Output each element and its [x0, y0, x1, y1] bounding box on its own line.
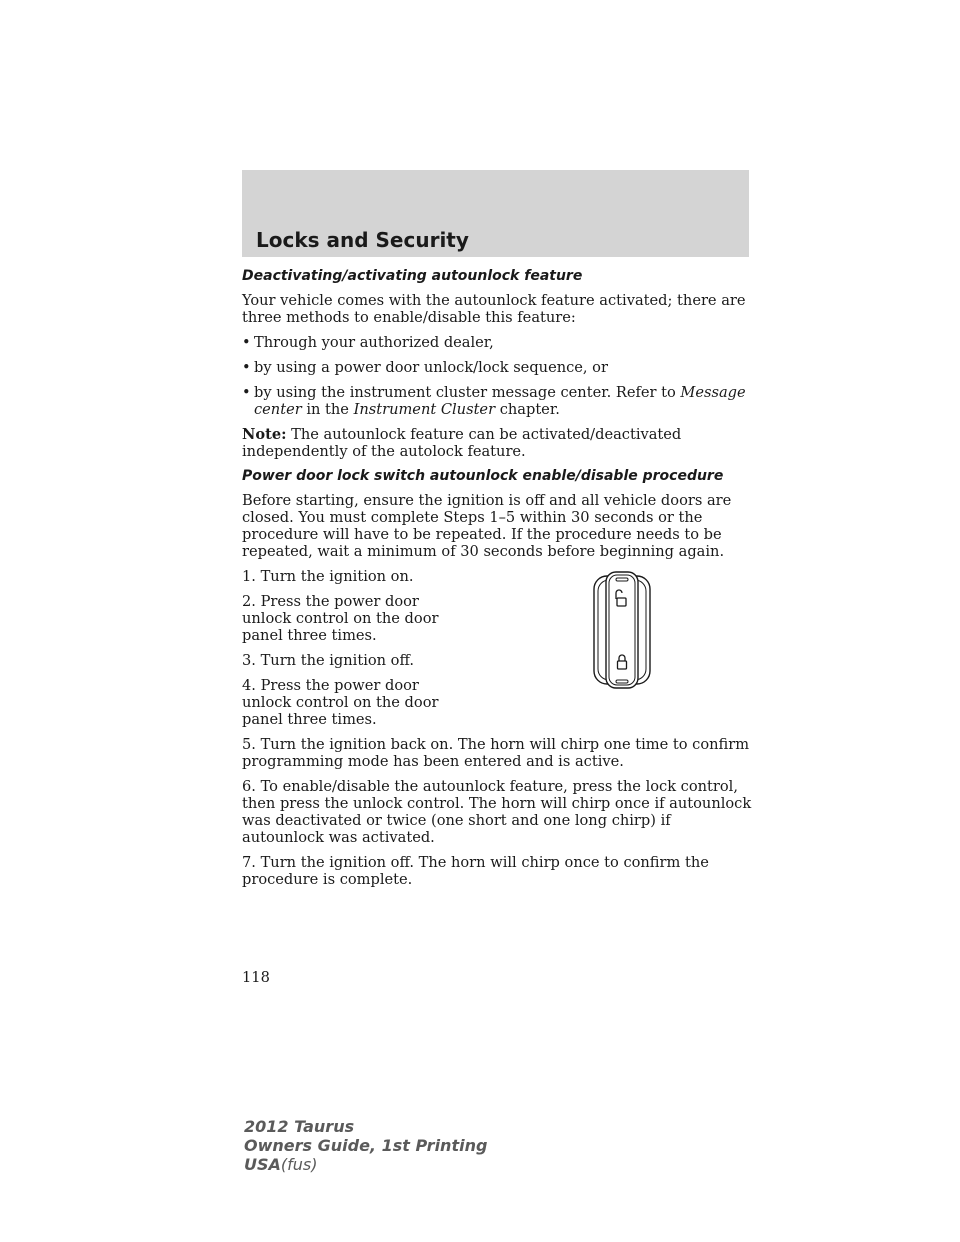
steps-with-illustration [242, 568, 754, 728]
footer-region: USA [244, 1155, 281, 1174]
step-2: 2. Press the power door unlock control on the door panel three times. [242, 593, 439, 644]
footer-line-3 [244, 1155, 487, 1174]
page-number: 118 [242, 969, 270, 986]
bullet-marker: • [242, 359, 251, 376]
bullet-item [242, 384, 754, 418]
bullet-item [242, 334, 754, 351]
section1-heading: Deactivating/activating autounlock feature [242, 268, 583, 284]
page-content [242, 268, 754, 896]
step-1: 1. Turn the ignition on. [242, 568, 414, 585]
step-7: 7. Turn the ignition off. The horn will chirp once to confirm the procedure is complete. [242, 854, 709, 888]
section2-intro: Before starting, ensure the ignition is off and all vehicle doors are closed. You must complete Steps 1–5 within 30 seconds or the procedure will have to be repeated. If the procedure needs to be repeated, wait a minimum of 30 seconds before beginning again. [242, 492, 732, 560]
footer-region-code: (fus) [280, 1155, 318, 1174]
step-3: 3. Turn the ignition off. [242, 652, 414, 669]
bullet-marker: • [242, 334, 251, 351]
bullet-text-mid: in the [306, 401, 349, 418]
footer-line-1: 2012 Taurus [244, 1117, 355, 1136]
section-title: Locks and Security [256, 228, 469, 252]
section2-heading: Power door lock switch autounlock enable/disable procedure [242, 468, 724, 484]
bullet-text [254, 384, 754, 418]
document-footer [244, 1117, 487, 1174]
bullet-item [242, 359, 754, 376]
note-text: The autounlock feature can be activated/deactivated independently of the autolock feature. [242, 426, 682, 460]
bullet-text: by using a power door unlock/lock sequence, or [254, 359, 608, 376]
note-paragraph [242, 426, 754, 460]
step-4: 4. Press the power door unlock control on the door panel three times. [242, 677, 439, 728]
cross-reference-instrument-cluster: Instrument Cluster [353, 401, 496, 418]
bullet-text: Through your authorized dealer, [254, 334, 494, 351]
door-lock-switch-illustration [592, 570, 652, 690]
bullet-marker: • [242, 384, 251, 401]
note-label: Note: [242, 426, 287, 443]
bullet-text-before: by using the instrument cluster message center. Refer to [254, 384, 676, 401]
step-5: 5. Turn the ignition back on. The horn will chirp one time to confirm programming mode has been entered and is active. [242, 736, 750, 770]
footer-line-2: Owners Guide, 1st Printing [244, 1136, 488, 1155]
step-6: 6. To enable/disable the autounlock feature, press the lock control, then press the unlock control. The horn will chirp once if autounlock was deactivated or twice (one short and one long chirp) if autounlock was activated. [242, 778, 752, 846]
cross-reference-message-center: Message center [254, 384, 746, 418]
bullet-text-after: chapter. [499, 401, 560, 418]
section1-intro: Your vehicle comes with the autounlock feature activated; there are three methods to enable/disable this feature: [242, 292, 746, 326]
